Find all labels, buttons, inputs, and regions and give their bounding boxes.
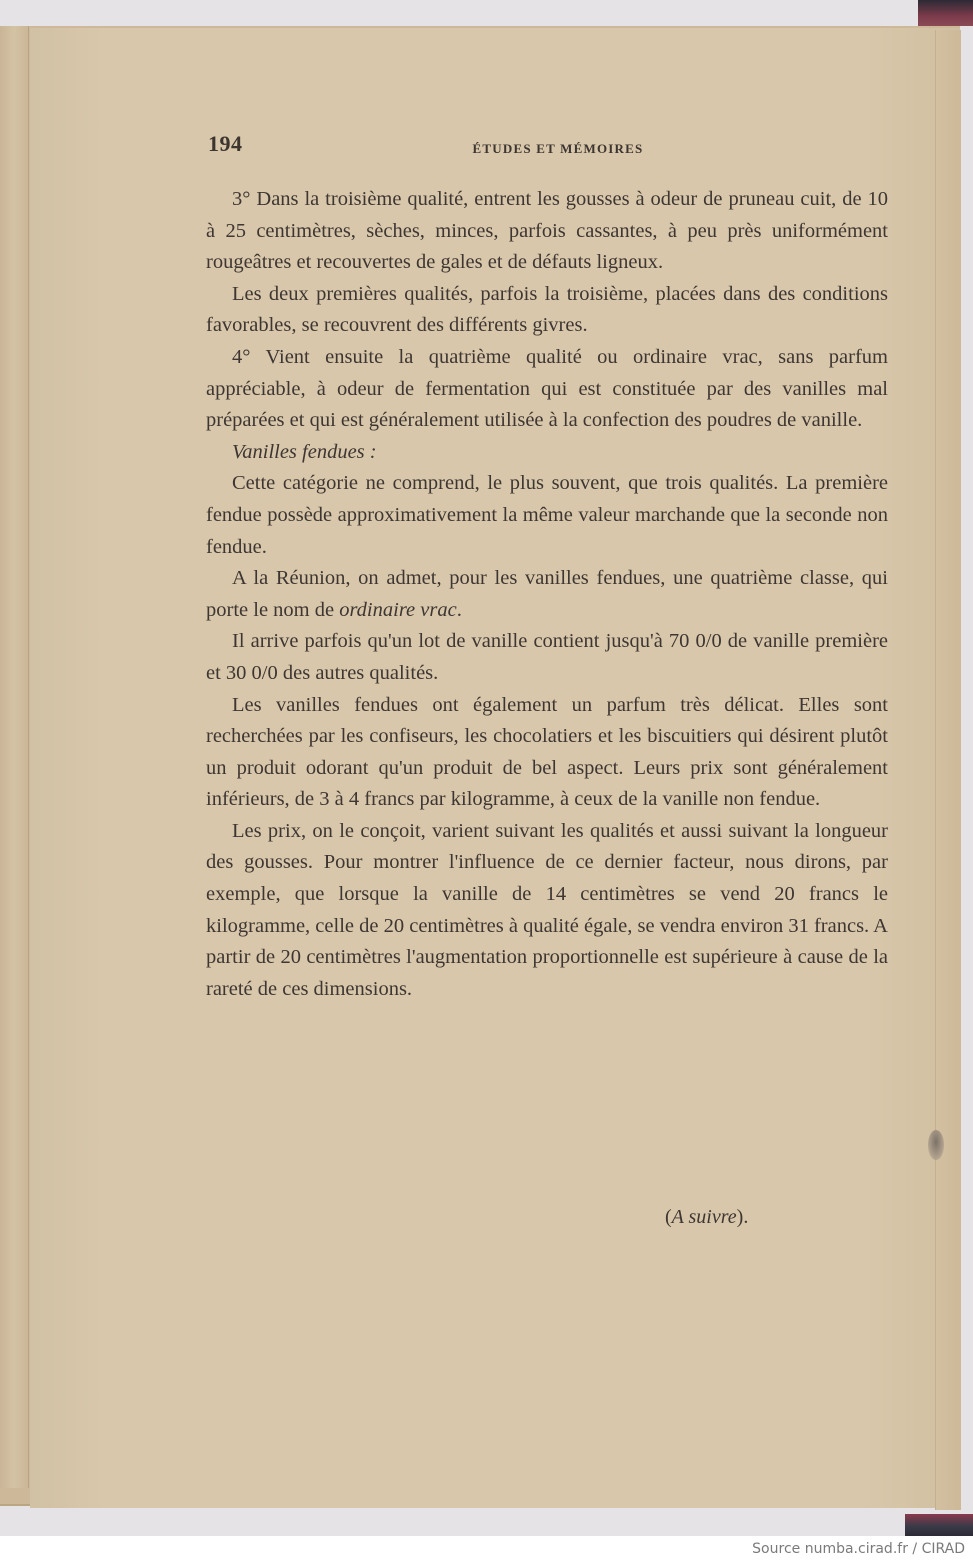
book-binding-bottom bbox=[905, 1514, 973, 1536]
body-text bbox=[206, 184, 888, 1005]
book-binding-top bbox=[918, 0, 973, 26]
reunion-italic-term: ordinaire vrac bbox=[339, 598, 457, 621]
reunion-text-end: . bbox=[456, 598, 462, 621]
paper-stain bbox=[928, 1130, 944, 1160]
paragraph-reunion bbox=[206, 563, 888, 626]
page-edge-left bbox=[0, 26, 29, 1488]
paragraph-parfum: Les vanilles fendues ont également un parfum très délicat. Elles sont recherchées par les confiseurs, les chocolatiers et les biscuitiers qui désirent plutôt un produit odorant qu'un produit de bel aspect. Leurs prix sont généralement inférieurs, de 3 à 4 francs par kilogramme, à ceux de la vanille non fendue. bbox=[206, 693, 888, 811]
paragraph-categorie: Cette catégorie ne comprend, le plus souvent, que trois qualités. La première fendue possède approximativement la même valeur marchande que la seconde non fendue. bbox=[206, 472, 888, 558]
running-title: ÉTUDES ET MÉMOIRES bbox=[472, 141, 644, 156]
continuation-italic: A suivre bbox=[671, 1206, 737, 1228]
paragraph-fourth-quality: 4° Vient ensuite la quatrième qualité ou ordinaire vrac, sans parfum appréciable, à odeur de fermentation qui est constituée par des vanilles mal préparées et qui est généralement utilisée à la confection des poudres de vanille. bbox=[206, 345, 888, 432]
subheading-vanilles-fendues: Vanilles fendues : bbox=[232, 440, 377, 463]
page-header bbox=[208, 131, 888, 161]
continuation-open: ( bbox=[665, 1206, 672, 1228]
reunion-text: A la Réunion, on admet, pour les vanilles fendues, une quatrième classe, qui porte le nom de bbox=[206, 567, 888, 621]
page-number: 194 bbox=[208, 131, 243, 156]
paragraph-third-quality: 3° Dans la troisième qualité, entrent les gousses à odeur de pruneau cuit, de 10 à 25 centimètres, sèches, minces, parfois cassantes, à peu près uniformément rougeâtres et recouvertes de gales et de défauts ligneux. bbox=[206, 188, 888, 274]
continuation-note bbox=[665, 1206, 748, 1229]
source-credit: Source numba.cirad.fr / CIRAD bbox=[752, 1541, 965, 1557]
page-edge-right bbox=[935, 30, 961, 1510]
continuation-close: ). bbox=[736, 1206, 749, 1228]
paragraph-prix: Les prix, on le conçoit, varient suivant les qualités et aussi suivant la longueur des gousses. Pour montrer l'influence de ce dernier facteur, nous dirons, par exemple, que lorsque la vanille de 14 centimètres se vend 20 francs le kilogramme, celle de 20 centimètres à qualité égale, se vendra environ 31 francs. A partir de 20 centimètres l'augmentation proportionnelle est supérieure à cause de la rareté de ces dimensions. bbox=[206, 819, 888, 1000]
paragraph-first-two-qualities: Les deux premières qualités, parfois la troisième, placées dans des conditions favorables, se recouvrent des différents givres. bbox=[206, 282, 888, 337]
paragraph-lot-proportions: Il arrive parfois qu'un lot de vanille contient jusqu'à 70 0/0 de vanille première et 30 0/0 des autres qualités. bbox=[206, 630, 888, 684]
